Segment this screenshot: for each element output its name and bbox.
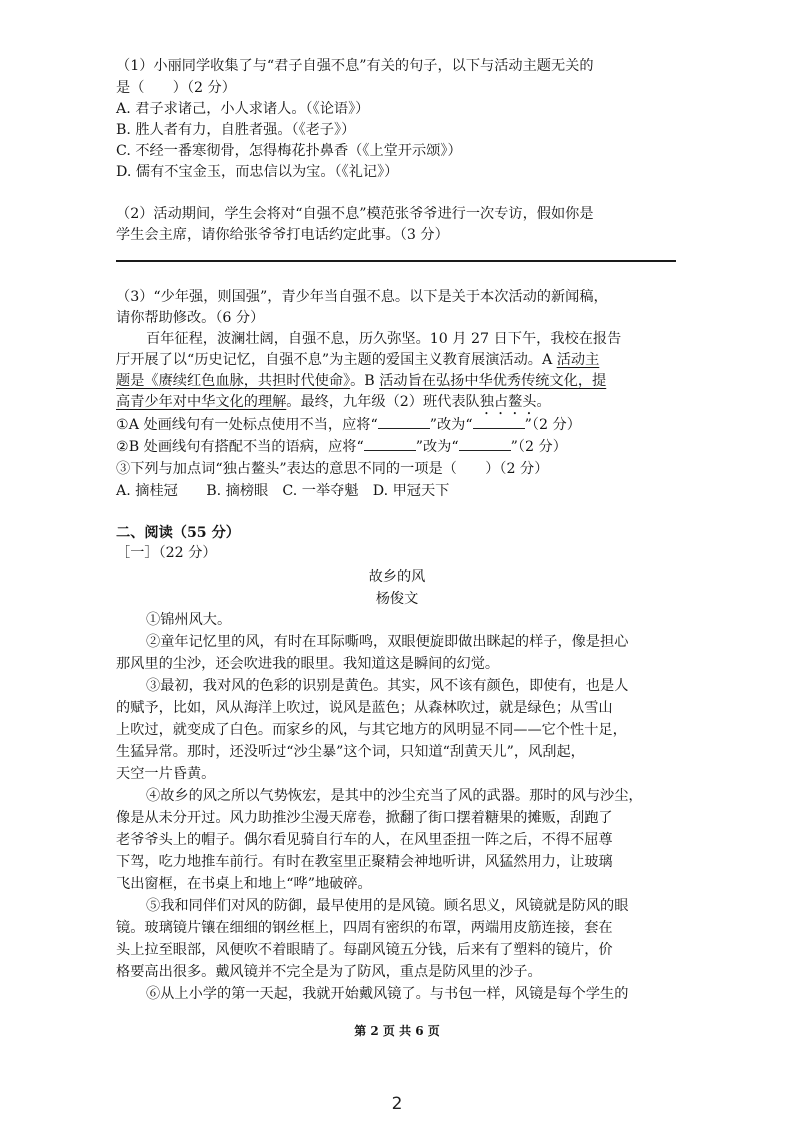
q1-stem-line2: 是（ ）（2 分）	[116, 80, 236, 96]
q1-option-d: D. 儒有不宝金玉，而忠信以为宝。（《礼记》）	[116, 164, 399, 180]
q3-sub1-blank-2[interactable]	[473, 416, 525, 429]
section-part: ［一］（22 分）	[116, 545, 217, 561]
news-line4-text: 。最终，九年级（2）班代表队	[286, 394, 480, 410]
article-line: 下驾，吃力地推车前行。有时在教室里正聚精会神地听讲，风猛然用力，让玻璃	[116, 854, 613, 870]
underline-a-part2: 题是《赓续红色血脉，共担时代使命》	[116, 373, 351, 389]
q2-stem-line1: （2）活动期间，学生会将对“自强不息”模范张爷爷进行一次专访，假如你是	[116, 206, 594, 222]
underline-a-part1: 活动主	[556, 352, 600, 368]
q3-sub2-blank-2[interactable]	[459, 438, 511, 451]
news-line1: 百年征程，波澜壮阔，自强不息，历久弥坚。10 月 27 日下午，我校在报告	[146, 331, 622, 347]
underline-b-part2: 高青少年对中华文化的理解	[116, 394, 287, 410]
article-line: ④故乡的风之所以气势恢宏，是其中的沙尘充当了风的武器。那时的风与沙尘，	[146, 788, 643, 804]
q3-sub2-text-b: ”改为“	[415, 439, 459, 455]
article-line: 格要高出很多。戴风镜并不完全是为了防风，重点是防风里的沙子。	[116, 964, 542, 980]
q3-sub2-text-c: ”（2 分）	[510, 439, 567, 455]
q3-sub1-text-b: ”改为“	[429, 417, 473, 433]
q3-sub2-blank-1[interactable]	[364, 438, 416, 451]
q1-option-a: A. 君子求诸己，小人求诸人。（《论语》）	[116, 101, 370, 117]
q1-option-c: C. 不经一番寒彻骨，怎得梅花扑鼻香（《上堂开示颂》）	[116, 143, 462, 159]
article-line: ①锦州风大。	[146, 612, 232, 628]
article-line: ⑥从上小学的第一天起，我就开始戴风镜了。与书包一样，风镜是每个学生的	[146, 986, 629, 1002]
article-line: 镜。玻璃镜片镶在细细的钢丝框上，四周有密织的布罩，两端用皮筋连接，套在	[116, 920, 613, 936]
q3-sub1-blank-1[interactable]	[378, 416, 430, 429]
q3-sub2	[116, 437, 567, 457]
q1-option-b: B. 胜人者有力，自胜者强。（《老子》）	[116, 122, 356, 138]
article-line: 头上拉至眼部，风便吹不着眼睛了。每副风镜五分钱，后来有了塑料的镜片，价	[116, 942, 613, 958]
news-line2-text: 厅开展了以“历史记忆，自强不息”为主题的爱国主义教育展演活动。A	[116, 352, 557, 368]
q3-sub1-text-c: ”（2 分）	[524, 417, 581, 433]
news-line3	[116, 371, 606, 391]
q3-sub2-text-a: ②B 处画线句有搭配不当的语病，应将“	[116, 439, 364, 455]
q3-sub1	[116, 415, 581, 435]
article-line: 那风里的尘沙，还会吹进我的眼里。我知道这是瞬间的幻觉。	[116, 656, 500, 672]
page-number: 2	[391, 1094, 403, 1114]
article-line: 老爷爷头上的帽子。偶尔看见骑自行车的人，在风里歪扭一阵之后，不得不屈尊	[116, 832, 613, 848]
article-title: 故乡的风	[368, 569, 426, 585]
article-line: 飞出窗框，在书桌上和地上“哗”地破碎。	[116, 876, 372, 892]
q3-stem-line2: 请你帮助修改。（6 分）	[116, 310, 265, 326]
page-footer: 第 2 页 共 6 页	[354, 1024, 440, 1038]
article-author: 杨俊文	[375, 591, 419, 607]
section-title: 二、阅读（55 分）	[116, 525, 240, 541]
article-line: ③最初，我对风的色彩的识别是黄色。其实，风不该有颜色，即使有，也是人	[146, 678, 629, 694]
article-line: 上吹过，就变成了白色。而家乡的风，与其它地方的风明显不同——它个性十足，	[116, 722, 627, 738]
q2-stem-line2: 学生会主席，请你给张爷爷打电话约定此事。（3 分）	[116, 227, 449, 243]
news-line3-text: 。B	[350, 373, 380, 389]
article-line: 像是从未分开过。风力助推沙尘漫天席卷，掀翻了街口摆着糖果的摊贩，刮跑了	[116, 810, 613, 826]
article-line: 天空一片昏黄。	[116, 766, 216, 782]
article-line: 生猛异常。那时，还没听过“沙尘暴”这个词，只知道“刮黄天儿”，风刮起，	[116, 744, 585, 760]
news-line4-end: 。	[536, 394, 551, 410]
q3-sub1-text-a: ①A 处画线句有一处标点使用不当，应将“	[116, 417, 378, 433]
article-line: 的赋予，比如，风从海洋上吹过，说风是蓝色；从森林吹过，就是绿色；从雪山	[116, 700, 613, 716]
dotted-word: 独占鳌头	[479, 394, 537, 410]
q3-sub3: ③下列与加点词“独占鳌头”表达的意思不同的一项是（ ）（2 分）	[116, 461, 549, 477]
article-line: ⑤我和同伴们对风的防御，最早使用的是风镜。顾名思义，风镜就是防风的眼	[146, 898, 629, 914]
q3-sub3-options: A. 摘桂冠 B. 摘榜眼 C. 一举夺魁 D. 甲冠天下	[116, 483, 450, 499]
underline-b-part1: 活动旨在弘扬中华优秀传统文化，提	[379, 373, 607, 389]
q3-stem-line1: （3）“少年强，则国强”，青少年当自强不息。以下是关于本次活动的新闻稿，	[116, 289, 608, 305]
q1-stem-line1: （1）小丽同学收集了与“君子自强不息”有关的句子，以下与活动主题无关的	[116, 58, 594, 74]
q2-answer-line	[116, 260, 676, 262]
article-line: ②童年记忆里的风，有时在耳际嘶鸣，双眼便旋即做出眯起的样子，像是担心	[146, 634, 629, 650]
news-line2	[116, 350, 599, 370]
